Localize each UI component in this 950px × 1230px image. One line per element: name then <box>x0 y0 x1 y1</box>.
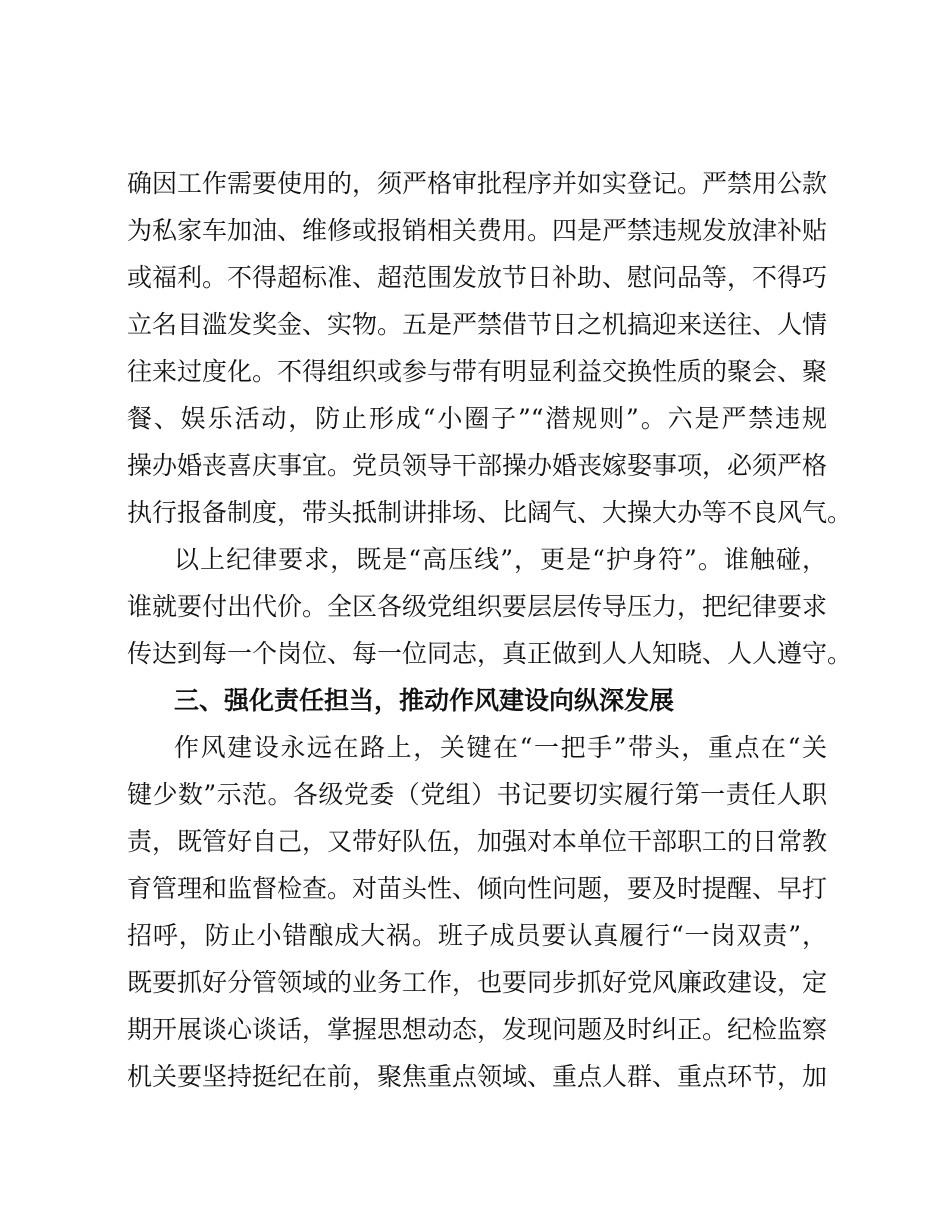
text-line: 传达到每一个岗位、每一位同志，真正做到人人知晓、人人遵守。 <box>127 639 853 668</box>
text-line: 谁就要付出代价。全区各级党组织要层层传导压力，把纪律要求 <box>127 592 828 621</box>
text-line: 既要抓好分管领域的业务工作，也要同步抓好党风廉政建设，定 <box>127 968 828 997</box>
text-line: 责，既管好自己，又带好队伍，加强对本单位干部职工的日常教 <box>127 827 828 856</box>
text-line: 键少数”示范。各级党委（党组）书记要切实履行第一责任人职 <box>127 780 827 809</box>
document-body <box>127 160 853 1100</box>
text-line: 期开展谈心谈话，掌握思想动态，发现问题及时纠正。纪检监察 <box>127 1015 828 1044</box>
text-line: 为私家车加油、维修或报销相关费用。四是严禁违规发放津补贴 <box>127 216 828 245</box>
text-line: 餐、娱乐活动，防止形成“小圈子”“潜规则”。六是严禁违规 <box>127 404 827 433</box>
text-line: 确因工作需要使用的，须严格审批程序并如实登记。严禁用公款 <box>127 169 828 198</box>
section-heading: 三、强化责任担当，推动作风建设向纵深发展 <box>174 686 675 715</box>
paragraph-first-line: 以上纪律要求，既是“高压线”，更是“护身符”。谁触碰， <box>174 545 827 574</box>
text-line: 机关要坚持挺纪在前，聚焦重点领域、重点人群、重点环节，加 <box>127 1062 828 1091</box>
text-line: 执行报备制度，带头抵制讲排场、比阔气、大操大办等不良风气。 <box>127 498 853 527</box>
paragraph-first-line: 作风建设永远在路上，关键在“一把手”带头，重点在“关 <box>174 733 827 762</box>
text-line: 立名目滥发奖金、实物。五是严禁借节日之机搞迎来送往、人情 <box>127 310 828 339</box>
text-line: 或福利。不得超标准、超范围发放节日补助、慰问品等，不得巧 <box>127 263 828 292</box>
text-line: 往来过度化。不得组织或参与带有明显利益交换性质的聚会、聚 <box>127 357 828 386</box>
text-line: 操办婚丧喜庆事宜。党员领导干部操办婚丧嫁娶事项，必须严格 <box>127 451 828 480</box>
text-line: 招呼，防止小错酿成大祸。班子成员要认真履行“一岗双责”， <box>127 921 827 950</box>
text-line: 育管理和监督检查。对苗头性、倾向性问题，要及时提醒、早打 <box>127 874 828 903</box>
